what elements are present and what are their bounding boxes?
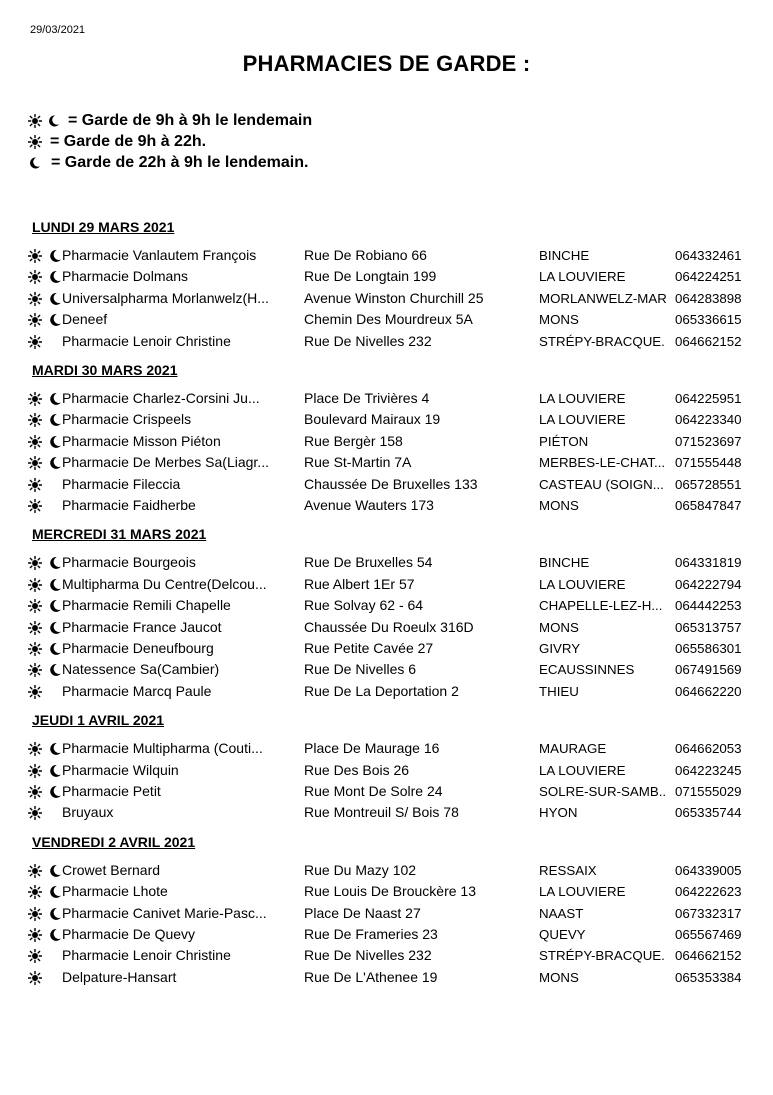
pharmacy-address: Rue Mont De Solre 24	[304, 783, 443, 799]
moon-icon	[48, 928, 62, 942]
pharmacy-name: Pharmacie France Jaucot	[62, 618, 222, 635]
day-header: JEUDI 1 AVRIL 2021	[32, 712, 165, 729]
sun-icon	[28, 885, 42, 899]
pharmacy-row	[28, 681, 758, 702]
pharmacy-address: Rue De La Deportation 2	[304, 682, 459, 699]
moon-icon	[48, 313, 62, 327]
pharmacy-phone: 067332317	[675, 905, 742, 921]
pharmacy-phone: 071555029	[675, 784, 742, 799]
pharmacy-address: Rue Louis De Brouckère 13	[304, 883, 476, 900]
pharmacy-address: Boulevard Mairaux 19	[304, 411, 441, 428]
pharmacy-row	[28, 409, 758, 430]
legend-item	[28, 131, 312, 152]
pharmacy-phone: 064222794	[675, 576, 742, 592]
pharmacy-row	[28, 388, 758, 409]
pharmacy-phone: 064332461	[675, 248, 742, 263]
moon-icon	[48, 578, 62, 592]
pharmacy-name: Pharmacie Lenoir Christine	[62, 947, 231, 964]
pharmacy-address: Rue Solvay 62 - 64	[304, 597, 424, 614]
moon-icon	[48, 556, 62, 570]
pharmacy-phone: 067491569	[675, 662, 742, 678]
pharmacy-row	[28, 945, 758, 966]
day-header: MARDI 30 MARS 2021	[32, 362, 178, 378]
pharmacy-phone: 071523697	[675, 433, 742, 449]
pharmacy-city: MONS	[539, 619, 579, 635]
pharmacy-phone: 064223340	[675, 412, 742, 428]
sun-icon	[28, 864, 42, 878]
pharmacy-phone: 064662220	[675, 683, 742, 699]
moon-icon	[48, 885, 62, 899]
pharmacy-address: Chaussée Du Roeulx 316D	[304, 618, 474, 635]
pharmacy-phone: 065313757	[675, 619, 742, 635]
pharmacy-name: Pharmacie Deneufbourg	[62, 640, 214, 656]
pharmacy-row	[28, 431, 758, 452]
legend-text: = Garde de 9h à 22h.	[50, 133, 207, 150]
moon-icon	[48, 621, 62, 635]
legend-item	[28, 152, 312, 173]
pharmacy-row	[28, 474, 758, 495]
pharmacy-address: Rue De Nivelles 232	[304, 332, 432, 349]
pharmacy-row	[28, 802, 758, 823]
sun-icon	[28, 435, 42, 449]
pharmacy-city: HYON	[539, 805, 578, 821]
pharmacy-name: Pharmacie Vanlautem François	[62, 247, 257, 263]
legend-item	[28, 110, 312, 131]
pharmacy-phone: 064222623	[675, 884, 742, 900]
moon-icon	[48, 599, 62, 613]
sun-icon	[28, 456, 42, 470]
sun-icon	[28, 642, 42, 656]
pharmacy-row	[28, 245, 758, 266]
pharmacy-city: LA LOUVIERE	[539, 576, 626, 592]
pharmacy-phone: 064223245	[675, 762, 742, 778]
pharmacy-name: Natessence Sa(Cambier)	[62, 661, 220, 678]
pharmacy-phone: 065847847	[675, 498, 742, 513]
pharmacy-city: MONS	[539, 498, 579, 513]
pharmacy-name: Pharmacie De Quevy	[62, 926, 196, 942]
pharmacy-address: Rue De Longtain 199	[304, 268, 437, 285]
day-header: LUNDI 29 MARS 2021	[32, 219, 175, 235]
pharmacy-address: Rue Petite Cavée 27	[304, 640, 434, 656]
pharmacy-row	[28, 495, 758, 516]
pharmacy-city: CASTEAU (SOIGN...	[539, 476, 664, 492]
sun-icon	[28, 907, 42, 921]
pharmacy-row	[28, 331, 758, 352]
pharmacy-city: LA LOUVIERE	[539, 762, 626, 778]
pharmacy-row	[28, 309, 758, 330]
pharmacy-phone: 065336615	[675, 312, 742, 328]
pharmacy-address: Avenue Winston Churchill 25	[304, 289, 484, 306]
pharmacy-address: Chaussée De Bruxelles 133	[304, 475, 478, 492]
day-header: MERCREDI 31 MARS 2021	[32, 526, 207, 543]
sun-icon	[28, 556, 42, 570]
moon-icon	[48, 270, 62, 284]
pharmacy-city: SOLRE-SUR-SAMB..	[539, 784, 667, 799]
pharmacy-row	[28, 760, 758, 781]
pharmacy-city: GIVRY	[539, 641, 581, 656]
sun-icon	[28, 621, 42, 635]
moon-icon	[48, 642, 62, 656]
moon-icon	[48, 742, 62, 756]
sun-icon	[28, 806, 42, 820]
pharmacy-phone: 064662053	[675, 741, 742, 757]
sun-icon	[28, 928, 42, 942]
sun-icon	[28, 335, 42, 349]
pharmacy-name: Pharmacie Dolmans	[62, 268, 189, 285]
pharmacy-city: CHAPELLE-LEZ-H...	[539, 598, 663, 614]
pharmacy-name: Crowet Bernard	[62, 861, 161, 878]
moon-icon	[48, 907, 62, 921]
pharmacy-row	[28, 288, 758, 309]
pharmacy-city: MORLANWELZ-MAR	[539, 290, 667, 306]
pharmacy-name: Pharmacie Wilquin	[62, 761, 179, 778]
legend	[28, 110, 312, 173]
sun-icon	[28, 135, 42, 149]
pharmacy-row	[28, 967, 758, 988]
moon-icon	[48, 764, 62, 778]
pharmacy-city: BINCHE	[539, 248, 590, 263]
sun-icon	[28, 292, 42, 306]
pharmacy-address: Rue Montreuil S/ Bois 78	[304, 804, 459, 821]
pharmacy-row	[28, 781, 758, 802]
pharmacy-city: BINCHE	[539, 555, 590, 571]
day-header: VENDREDI 2 AVRIL 2021	[32, 833, 196, 850]
pharmacy-name: Universalpharma Morlanwelz(H...	[62, 289, 269, 306]
pharmacy-name: Pharmacie Marcq Paule	[62, 682, 212, 699]
moon-icon	[48, 864, 62, 878]
pharmacy-phone: 064224251	[675, 269, 742, 285]
pharmacy-phone: 064225951	[675, 391, 742, 406]
pharmacy-name: Pharmacie Fileccia	[62, 475, 181, 492]
legend-text: = Garde de 9h à 9h le lendemain	[68, 112, 313, 129]
sun-icon	[28, 478, 42, 492]
pharmacy-city: LA LOUVIERE	[539, 884, 626, 900]
pharmacy-city: MONS	[539, 312, 579, 328]
sun-icon	[28, 785, 42, 799]
pharmacy-phone: 065567469	[675, 927, 742, 942]
pharmacy-row	[28, 924, 758, 945]
pharmacy-row	[28, 903, 758, 924]
pharmacy-city: MAURAGE	[539, 741, 607, 757]
pharmacy-row	[28, 738, 758, 759]
moon-icon	[48, 413, 62, 427]
pharmacy-row	[28, 860, 758, 881]
pharmacy-address: Rue Des Bois 26	[304, 761, 410, 778]
moon-icon	[48, 456, 62, 470]
moon-icon	[48, 392, 62, 406]
pharmacy-name: Pharmacie Faidherbe	[62, 497, 196, 513]
sun-icon	[28, 599, 42, 613]
pharmacy-address: Rue De Nivelles 232	[304, 947, 432, 964]
sun-icon	[28, 392, 42, 406]
sun-icon	[28, 313, 42, 327]
pharmacy-name: Pharmacie Misson Piéton	[62, 432, 221, 449]
pharmacy-address: Rue Albert 1Er 57	[304, 575, 415, 592]
pharmacy-phone: 064283898	[675, 290, 742, 306]
pharmacy-name: Pharmacie Remili Chapelle	[62, 597, 231, 614]
pharmacy-row	[28, 659, 758, 680]
pharmacy-row	[28, 452, 758, 473]
pharmacy-city: STRÉPY-BRACQUE.	[539, 948, 665, 964]
pharmacy-phone: 065335744	[675, 805, 742, 821]
pharmacy-name: Pharmacie Lenoir Christine	[62, 332, 231, 349]
pharmacy-city: LA LOUVIERE	[539, 391, 626, 406]
pharmacy-row	[28, 881, 758, 902]
moon-icon	[48, 435, 62, 449]
pharmacy-city: ECAUSSINNES	[539, 662, 635, 678]
pharmacy-address: Rue De Bruxelles 54	[304, 554, 433, 571]
pharmacy-name: Pharmacie Petit	[62, 783, 161, 799]
pharmacy-name: Multipharma Du Centre(Delcou...	[62, 575, 267, 592]
pharmacy-phone: 064339005	[675, 862, 742, 878]
moon-icon	[47, 114, 60, 128]
sun-icon	[28, 413, 42, 427]
moon-icon	[48, 292, 62, 306]
sun-icon	[28, 249, 42, 263]
pharmacy-city: MONS	[539, 969, 579, 985]
pharmacy-address: Rue Du Mazy 102	[304, 861, 417, 878]
sun-icon	[28, 764, 42, 778]
pharmacy-phone: 064662152	[675, 333, 742, 349]
pharmacy-city: STRÉPY-BRACQUE.	[539, 333, 665, 349]
moon-icon	[48, 663, 62, 677]
pharmacy-name: Pharmacie Lhote	[62, 883, 168, 900]
moon-icon	[48, 785, 62, 799]
pharmacy-address: Rue St-Martin 7A	[304, 454, 412, 471]
pharmacy-name: Deneef	[62, 311, 108, 328]
pharmacy-row	[28, 617, 758, 638]
pharmacy-phone: 064331819	[675, 555, 742, 571]
sun-icon	[28, 949, 42, 963]
print-date: 29/03/2021	[30, 24, 86, 36]
sun-icon	[28, 742, 42, 756]
pharmacy-name: Pharmacie Crispeels	[62, 411, 192, 428]
sun-icon	[28, 685, 42, 699]
pharmacy-address: Avenue Wauters 173	[304, 497, 434, 513]
pharmacy-address: Place De Maurage 16	[304, 740, 440, 757]
moon-icon	[28, 156, 41, 170]
legend-text: = Garde de 22h à 9h le lendemain.	[51, 154, 309, 171]
pharmacy-address: Rue De Robiano 66	[304, 247, 427, 263]
pharmacy-city: LA LOUVIERE	[539, 412, 626, 428]
sun-icon	[28, 499, 42, 513]
pharmacy-row	[28, 595, 758, 616]
pharmacy-name: Bruyaux	[62, 804, 114, 821]
pharmacy-address: Rue Bergèr 158	[304, 432, 403, 449]
sun-icon	[28, 663, 42, 677]
pharmacy-city: NAAST	[539, 905, 584, 921]
pharmacy-address: Place De Trivières 4	[304, 390, 430, 406]
page-title: PHARMACIES DE GARDE :	[242, 51, 531, 76]
pharmacy-city: RESSAIX	[539, 862, 597, 878]
pharmacy-phone: 065353384	[675, 969, 742, 985]
pharmacy-row	[28, 552, 758, 573]
pharmacy-address: Place De Naast 27	[304, 904, 421, 921]
sun-icon	[28, 971, 42, 985]
pharmacy-city: PIÉTON	[539, 433, 589, 449]
pharmacy-row	[28, 266, 758, 287]
pharmacy-row	[28, 574, 758, 595]
pharmacy-phone: 065586301	[675, 641, 742, 656]
pharmacy-phone: 071555448	[675, 455, 742, 471]
pharmacy-address: Rue De L'Athenee 19	[304, 968, 438, 985]
pharmacy-phone: 064662152	[675, 948, 742, 964]
pharmacy-row	[28, 638, 758, 659]
sun-icon	[28, 578, 42, 592]
pharmacy-phone: 064442253	[675, 598, 742, 614]
pharmacy-city: MERBES-LE-CHAT...	[539, 455, 666, 471]
sun-icon	[28, 114, 42, 128]
pharmacy-name: Pharmacie Canivet Marie-Pasc...	[62, 904, 267, 921]
pharmacy-name: Delpature-Hansart	[62, 968, 177, 985]
pharmacy-name: Pharmacie Bourgeois	[62, 554, 196, 571]
moon-icon	[48, 249, 62, 263]
pharmacy-address: Rue De Frameries 23	[304, 926, 438, 942]
sun-icon	[28, 270, 42, 284]
pharmacy-address: Rue De Nivelles 6	[304, 661, 417, 678]
pharmacy-city: THIEU	[539, 683, 579, 699]
pharmacy-address: Chemin Des Mourdreux 5A	[304, 311, 473, 328]
pharmacy-name: Pharmacie De Merbes Sa(Liagr...	[62, 454, 269, 471]
pharmacy-phone: 065728551	[675, 476, 742, 492]
pharmacy-city: QUEVY	[539, 927, 586, 942]
pharmacy-name: Pharmacie Charlez-Corsini Ju...	[62, 390, 260, 406]
pharmacy-city: LA LOUVIERE	[539, 269, 626, 285]
pharmacy-name: Pharmacie Multipharma (Couti...	[62, 740, 263, 757]
